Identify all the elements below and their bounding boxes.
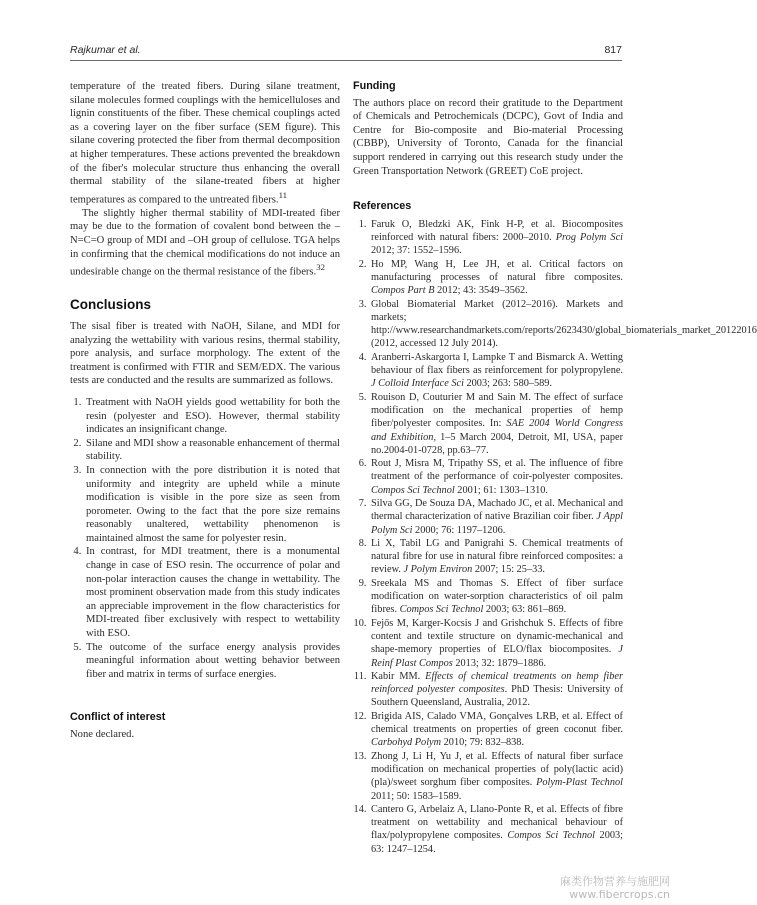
finding-item: 2. Silane and MDI show a reasonable enhancement of thermal stability. — [84, 437, 340, 464]
conflict-heading: Conflict of interest — [70, 711, 166, 724]
paragraph-text: The slightly higher thermal stability of MDI-treated fiber may be due to the formation of covalent bond between the –N=C=O group of MDI and –OH group of cellulose. TGA helps in confirming that the chemical modifications do not induce an undesirable change on the thermal resistance of the fibers. — [70, 207, 340, 278]
reference-item: 9. Sreekala MS and Thomas S. Effect of fiber surface modification on water-sorption characteristics of oil palm fibres. Compos Sci Technol 2003; 63: 861–869. — [369, 577, 623, 617]
findings-list — [70, 396, 340, 681]
body-paragraph — [70, 207, 340, 280]
reference-item: 12. Brigida AIS, Calado VMA, Gonçalves LRB, et al. Effect of chemical treatments on properties of green coconut fiber. Carbohyd Polym 2010; 79: 832–838. — [369, 710, 623, 750]
references-heading: References — [353, 200, 412, 213]
left-column — [70, 80, 340, 742]
page-number: 817 — [604, 44, 622, 56]
conflict-text: None declared. — [70, 729, 135, 740]
reference-item: 1. Faruk O, Bledzki AK, Fink H-P, et al. Biocomposites reinforced with natural fibers: 2000–2010. Prog Polym Sci 2012; 37: 1552–1596. — [369, 218, 623, 258]
reference-item: 10. Fejős M, Karger-Kocsis J and Grishchuk S. Effects of fibre content and textile structure on dynamic-mechanical and shape-memory properties of ELO/flax biocomposites. J Reinf Plast Compos 2013; 32: 1879–1886. — [369, 617, 623, 670]
watermark-line-url: www.fibercrops.cn — [569, 888, 670, 901]
watermark — [560, 875, 670, 901]
running-header-author: Rajkumar et al. — [70, 44, 141, 56]
citation-superscript: 32 — [316, 262, 326, 273]
reference-item: 14. Cantero G, Arbelaiz A, Llano-Ponte R, et al. Effects of fibre treatment on wettability and mechanical behaviour of flax/polypropylene composites. Compos Sci Technol 2003; 63: 1247–1254. — [369, 803, 623, 856]
references-list — [353, 218, 757, 856]
reference-item: 2. Ho MP, Wang H, Lee JH, et al. Critical factors on manufacturing processes of natural fibre composites. Compos Part B 2012; 43: 3549–3562. — [369, 258, 623, 298]
reference-item: 8. Li X, Tabil LG and Panigrahi S. Chemical treatments of natural fibre for use in natural fibre reinforced composites: a review. J Polym Environ 2007; 15: 25–33. — [369, 537, 623, 577]
reference-item: 11. Kabir MM. Effects of chemical treatments on hemp fiber reinforced polyester composites. PhD Thesis: University of Southern Queensland, Australia, 2012. — [369, 670, 623, 710]
reference-item: 3. Global Biomaterial Market (2012–2016). Markets and markets; http://www.researchandmarkets.com/reports/2623430/global_biomaterials_market_20122016 (2012, accessed 12 July 2014). — [369, 298, 623, 351]
finding-item: 4. In contrast, for MDI treatment, there is a monumental change in case of ESO resin. The occurrence of polar and non-polar interaction causes the change in wettability. The most prominent observation made from this study indicates an appreciable improvement in the flow characteristics for MDI-treated fiber exclusively with respect to wettability with ESO. — [84, 545, 340, 640]
finding-item: 5. The outcome of the surface energy analysis provides meaningful information about wetting behavior between fiber and matrix in terms of surface energies. — [84, 641, 340, 682]
right-column — [353, 80, 757, 856]
reference-item: 13. Zhong J, Li H, Yu J, et al. Effects of natural fiber surface modification on mechanical properties of poly(lactic acid) (pla)/sweet sorghum fiber composites. Polym-Plast Technol 2011; 50: 1583–1589. — [369, 750, 623, 803]
reference-item: 5. Rouison D, Couturier M and Sain M. The effect of surface modification on the mechanical properties of hemp fiber/polyester composites. In: SAE 2004 World Congress and Exhibition, 1–5 March 2004, Detroit, MI, USA, paper no.2004-01-0728, pp.63–77. — [369, 391, 623, 457]
reference-item: 6. Rout J, Misra M, Tripathy SS, et al. The influence of fibre treatment of the performance of coir-polyester composites. Compos Sci Technol 2001; 61: 1303–1310. — [369, 457, 623, 497]
funding-heading: Funding — [353, 80, 396, 92]
citation-superscript: 11 — [278, 189, 288, 200]
funding-text: The authors place on record their gratitude to the Department of Chemicals and Petrochemicals (DCPC), Govt of India and Centre for Bio-composite and Bio-material Processing (CBBP), University of Toronto, Canada for the financial support rendered in carrying out this research study under the Green Transportation Network (GREET) CoE project. — [353, 97, 623, 177]
body-paragraph — [70, 80, 340, 207]
reference-item: 4. Aranberri-Askargorta I, Lampke T and Bismarck A. Wetting behaviour of flax fibers as reinforcement for polypropylene. J Colloid Interface Sci 2003; 263: 580–589. — [369, 351, 623, 391]
reference-item: 7. Silva GG, De Souza DA, Machado JC, et al. Mechanical and thermal characterization of native Brazilian coir fiber. J Appl Polym Sci 2000; 76: 1197–1206. — [369, 497, 623, 537]
paragraph-text: temperature of the treated fibers. During silane treatment, silane molecules formed couplings with the hemicelluloses and lignin constituents of the fiber. These chemical couplings acted as a covering layer on the fiber surface (SEM figure). This silane covering protected the fiber from thermal decomposition at higher temperatures. These actions prevented the breakdown of the fiber's molecular structure thus enhancing the overall thermal stability of the silane-treated fibers at higher temperatures as compared to the untreated fibers. — [70, 81, 340, 206]
watermark-line-cn: 麻类作物营养与施肥网 — [560, 875, 670, 888]
conclusions-intro: The sisal fiber is treated with NaOH, Silane, and MDI for analyzing the wettability with various resins, thermal stability, pore analysis, and surface morphology. The extent of the treatment is confirmed with FTIR and SEM/EDX. The various tests are conducted and the results are summarized as follows. — [70, 320, 340, 387]
finding-item: 1. Treatment with NaOH yields good wettability for both the resin (polyester and ESO). However, thermal stability indicates an insignificant change. — [84, 396, 340, 437]
running-header — [70, 42, 622, 61]
conclusions-heading: Conclusions — [70, 297, 152, 313]
finding-item: 3. In connection with the pore distribution it is noted that uniformity and integrity are upheld while a minute modification is visible in the pore size as seen from porometer. Owing to the fact that the pore size remains reasonably unaltered, wettability phenomenon is maintained almost the same for polyester resin. — [84, 464, 340, 546]
